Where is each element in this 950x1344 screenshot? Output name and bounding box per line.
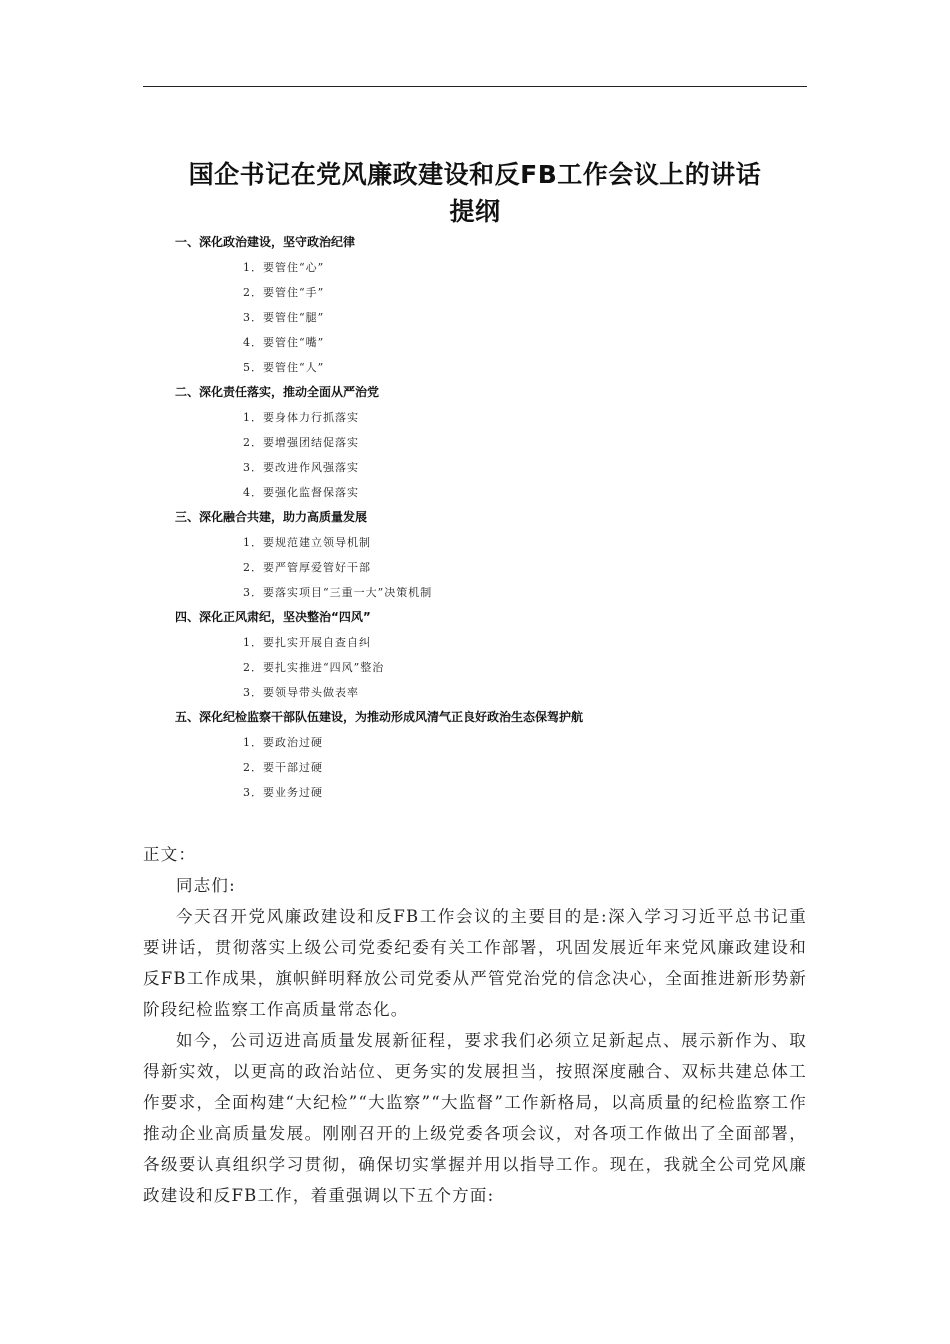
- speech-body: [143, 839, 807, 1211]
- outline-item: 3．要改进作风强落实: [243, 461, 359, 474]
- outline-item: 4．要强化监督保落实: [243, 486, 359, 499]
- outline-item: 2．要干部过硬: [243, 761, 323, 774]
- outline-item: 2．要扎实推进“四风”整治: [243, 661, 385, 674]
- body-label: 正文：: [143, 845, 197, 864]
- title-line-2: 提纲: [449, 197, 501, 226]
- header-rule: [143, 86, 807, 87]
- outline-item: 3．要管住“腿”: [243, 311, 325, 324]
- outline-section-5: 五、深化纪检监察干部队伍建设，为推动形成风清气正良好政治生态保驾护航: [175, 710, 584, 724]
- outline-item: 3．要落实项目“三重一大”决策机制: [243, 586, 433, 599]
- outline-item: 1．要政治过硬: [243, 736, 323, 749]
- outline-item: 4．要管住“嘴”: [243, 336, 325, 349]
- title-line-1: 国企书记在党风廉政建设和反FB工作会议上的讲话: [188, 160, 762, 189]
- outline-section-2: 二、深化责任落实，推动全面从严治党: [175, 385, 380, 399]
- outline-item: 3．要业务过硬: [243, 786, 323, 799]
- outline: [0, 230, 950, 805]
- outline-item: 2．要管住“手”: [243, 286, 325, 299]
- outline-section-3: 三、深化融合共建，助力高质量发展: [175, 510, 368, 524]
- outline-item: 2．要增强团结促落实: [243, 436, 359, 449]
- body-paragraph: 如今，公司迈进高质量发展新征程，要求我们必须立足新起点、展示新作为、取得新实效，以更高的政治站位、更务实的发展担当，按照深度融合、双标共建总体工作要求，全面构建“大纪检”“大监察”“大监督”工作新格局，以高质量的纪检监察工作推动企业高质量发展。刚刚召开的上级党委各项会议，对各项工作做出了全面部署，各级要认真组织学习贯彻，确保切实掌握并用以指导工作。现在，我就全公司党风廉政建设和反FB工作，着重强调以下五个方面:: [143, 1031, 807, 1205]
- outline-item: 5．要管住“人”: [243, 361, 325, 374]
- outline-section-1: 一、深化政治建设，坚守政治纪律: [175, 235, 356, 249]
- document-title: [143, 156, 807, 230]
- outline-item: 1．要扎实开展自查自纠: [243, 636, 371, 649]
- outline-item: 1．要管住“心”: [243, 261, 325, 274]
- outline-item: 1．要身体力行抓落实: [243, 411, 359, 424]
- salutation: 同志们:: [176, 876, 236, 895]
- outline-item: 3．要领导带头做表率: [243, 686, 359, 699]
- body-paragraph: 今天召开党风廉政建设和反FB工作会议的主要目的是:深入学习习近平总书记重要讲话，贯彻落实上级公司党委纪委有关工作部署，巩固发展近年来党风廉政建设和反FB工作成果，旗帜鲜明释放公司党委从严管党治党的信念决心，全面推进新形势新阶段纪检监察工作高质量常态化。: [143, 907, 807, 1019]
- outline-item: 2．要严管厚爱管好干部: [243, 561, 371, 574]
- outline-section-4: 四、深化正风肃纪，坚决整治“四风”: [175, 610, 371, 624]
- outline-item: 1．要规范建立领导机制: [243, 536, 371, 549]
